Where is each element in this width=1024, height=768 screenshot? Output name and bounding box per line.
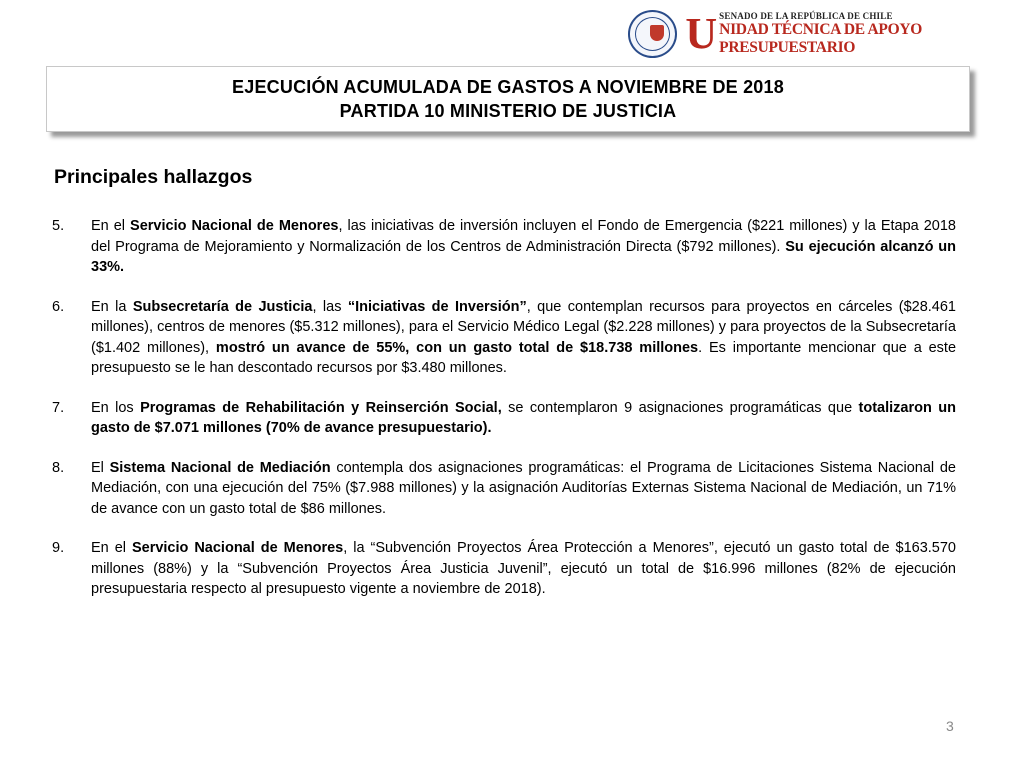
findings-list [52,216,956,619]
title-box [46,66,970,132]
list-item-text [91,538,956,600]
bold-text-segment: “Iniciativas de Inversión” [347,298,527,315]
section-heading: Principales hallazgos [54,166,253,188]
text-segment: , las [312,298,348,315]
list-item [52,216,956,278]
title-line2: PARTIDA 10 MINISTERIO DE JUSTICIA [339,101,677,121]
bold-text-segment: Servicio Nacional de Menores [130,218,339,234]
text-segment: , que contemplan recursos para proyectos en cárceles ($28.461 millones), centros de menores ($5.312 millones), para el Servicio Médico Legal ($2.228 millones) y para proyectos de la Subsecretaría ($1.402 millones), [91,298,956,356]
text-segment: En el [91,218,131,234]
header-logo [628,8,1018,60]
bold-text-segment: totalizaron un gasto de $7.071 millones (70% de avance presupuestario). [91,399,956,436]
list-item-text [91,458,956,520]
bold-text-segment: mostró un avance de 55%, con un gasto total de $18.738 millones [215,339,699,356]
text-segment: En los [91,399,141,416]
text-segment: En la [91,298,133,315]
text-segment: contempla dos asignaciones programáticas: el Programa de Licitaciones Sistema Nacional de Mediación, con una ejecución del 75% ($7.988 millones) y la asignación Auditorías Externas Sistema Nacional de Mediación, un 71% de avance con un gasto total de $86 millones. [91,459,956,517]
text-segment: En el [91,540,132,556]
text-segment: . Es importante mencionar que a este presupuesto se le han descontado recursos por $3.480 millones. [91,339,957,376]
list-item-number: 8. [52,459,65,476]
text-segment: , la “Subvención Proyectos Área Protección a Menores”, ejecutó un gasto total de $163.570 millones (88%) y la “Subvención Proyectos Área Justicia Juvenil”, ejecutó un total de $16.996 millones (82% de ejecución presupuestaria respecto al presupuesto vigente a noviembre de 2018). [91,540,956,597]
list-item [52,297,956,379]
bold-text-segment: Su ejecución alcanzó un 33%. [91,238,956,275]
list-item-number: 7. [52,399,65,416]
list-item-number: 6. [52,298,65,315]
logo-line2: NIDAD TÉCNICA DE APOYO PRESUPUESTARIO [719,21,922,56]
list-item-number: 9. [52,540,65,556]
list-item-text [91,398,956,439]
bold-text-segment: Servicio Nacional de Menores [131,540,344,556]
title-line1: EJECUCIÓN ACUMULADA DE GASTOS A NOVIEMBRE DE 2018 [232,77,784,97]
list-item [52,538,956,600]
text-segment: se contemplaron 9 asignaciones programáticas que [501,399,859,416]
text-segment: El [91,459,110,476]
list-item-number: 5. [52,218,65,234]
senate-seal-icon [628,10,677,58]
page-number: 3 [946,718,954,734]
bold-text-segment: Sistema Nacional de Mediación [109,459,331,476]
list-item-text [91,216,956,278]
list-item [52,398,956,439]
list-item-text [91,297,956,379]
text-segment: , las iniciativas de inversión incluyen el Fondo de Emergencia ($221 millones) y la Etapa 2018 del Programa de Mejoramiento y Normalización de los Centros de Administración Directa ($792 millones). [91,218,956,255]
list-item [52,458,956,520]
bold-text-segment: Programas de Rehabilitación y Reinserción Social, [140,399,502,416]
logo-initial: U [685,9,718,58]
logo-line1: SENADO DE LA REPÚBLICA DE CHILE [719,11,893,21]
logo-text [719,11,1018,57]
bold-text-segment: Subsecretaría de Justicia [132,298,313,315]
